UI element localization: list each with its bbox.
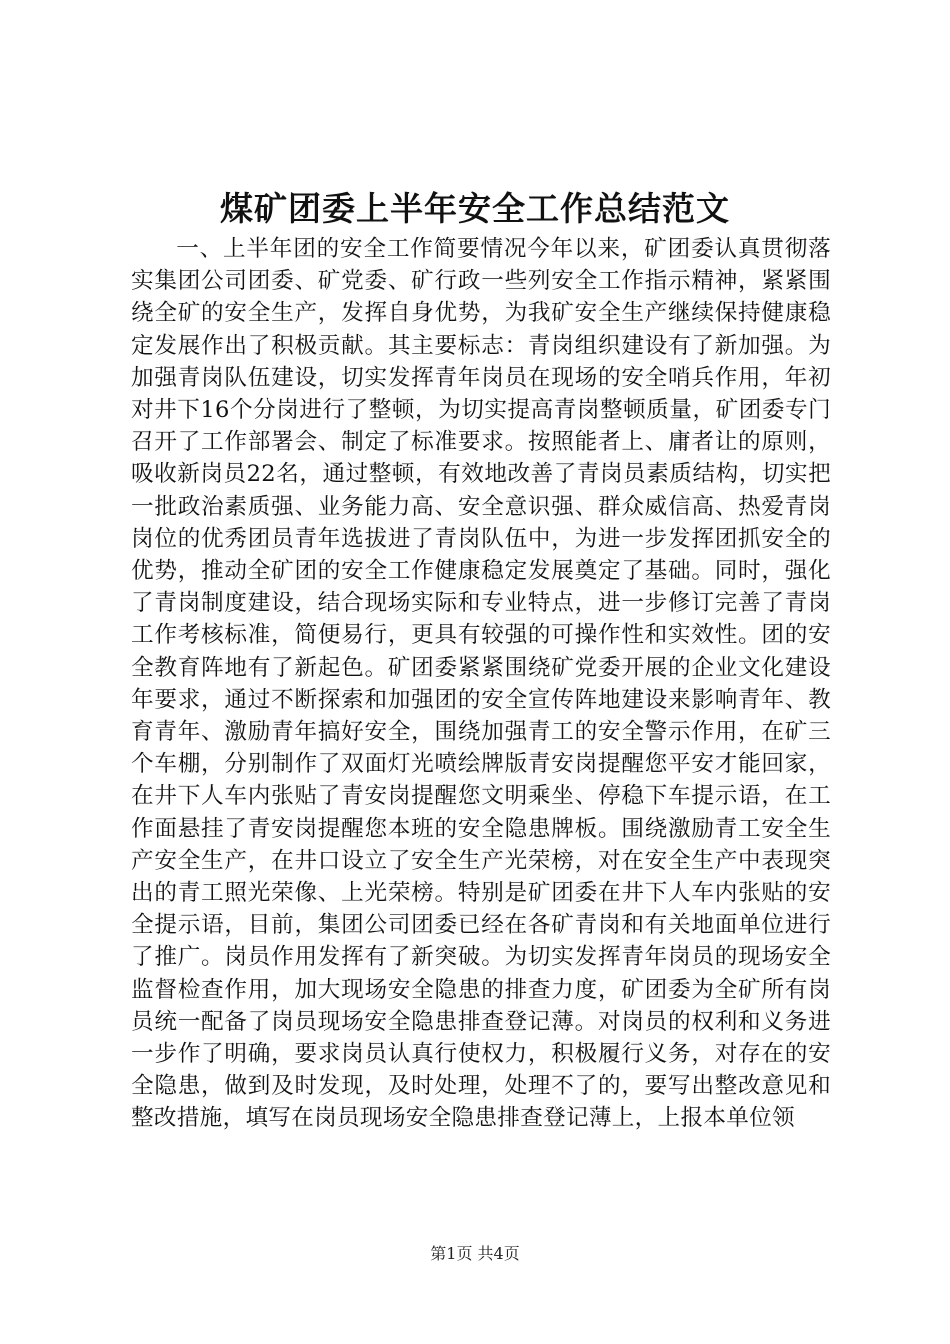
document-title: 煤矿团委上半年安全工作总结范文: [220, 189, 730, 228]
document-body: 一、上半年团的安全工作简要情况今年以来，矿团委认真贯彻落实集团公司团委、矿党委、矿行政一些列安全工作指示精神，紧紧围绕全矿的安全生产，发挥自身优势，为我矿安全生产继续保持健康稳定发展作出了积极贡献。其主要标志：青岗组织建设有了新加强。为加强青岗队伍建设，切实发挥青年岗员在现场的安全哨兵作用，年初对井下16个分岗进行了整顿，为切实提高青岗整顿质量，矿团委专门召开了工作部署会、制定了标准要求。按照能者上、庸者让的原则，吸收新岗员22名，通过整顿，有效地改善了青岗员素质结构，切实把一批政治素质强、业务能力高、安全意识强、群众威信高、热爱青岗岗位的优秀团员青年选拔进了青岗队伍中，为进一步发挥团抓安全的优势，推动全矿团的安全工作健康稳定发展奠定了基础。同时，强化了青岗制度建设，结合现场实际和专业特点，进一步修订完善了青岗工作考核标准，简便易行，更具有较强的可操作性和实效性。团的安全教育阵地有了新起色。矿团委紧紧围绕矿党委开展的企业文化建设年要求，通过不断探索和加强团的安全宣传阵地建设来影响青年、教育青年、激励青年搞好安全，围绕加强青工的安全警示作用，在矿三个车棚，分别制作了双面灯光喷绘牌版青安岗提醒您平安才能回家，在井下人车内张贴了青安岗提醒您文明乘坐、停稳下车提示语，在工作面悬挂了青安岗提醒您本班的安全隐患牌板。围绕激励青工安全生产安全生产，在井口设立了安全生产光荣榜，对在安全生产中表现突出的青工照光荣像、上光荣榜。特别是矿团委在井下人车内张贴的安全提示语，目前，集团公司团委已经在各矿青岗和有关地面单位进行了推广。岗员作用发挥有了新突破。为切实发挥青年岗员的现场安全监督检查作用，加大现场安全隐患的排查力度，矿团委为全矿所有岗员统一配备了岗员现场安全隐患排查登记薄。对岗员的权利和义务进一步作了明确，要求岗员认真行使权力，积极履行义务，对存在的安全隐患，做到及时发现，及时处理，处理不了的，要写出整改意见和整改措施，填写在岗员现场安全隐患排查登记薄上，上报本单位领: [131, 236, 831, 1132]
page-footer: 第1页 共4页: [430, 1244, 520, 1263]
